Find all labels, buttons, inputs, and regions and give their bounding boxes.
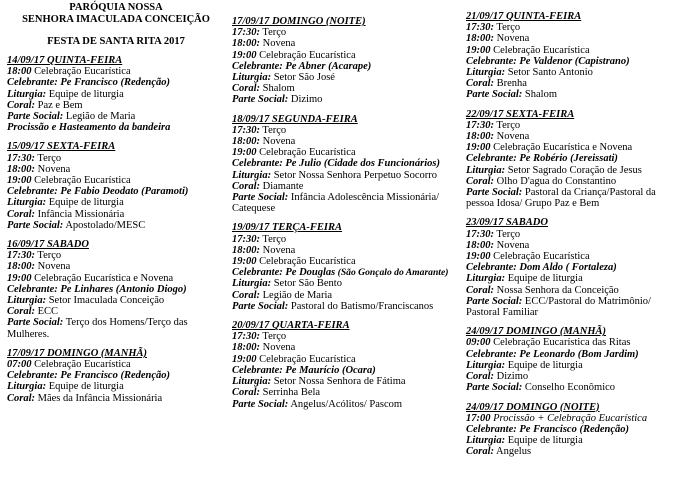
schedule-line: [232, 354, 457, 365]
line-value: Legião de Maria: [63, 111, 136, 123]
line-label: Liturgia:: [7, 88, 47, 100]
schedule-day: [7, 141, 225, 231]
line-label: 19:00: [232, 147, 257, 159]
schedule-line: [232, 170, 457, 181]
line-value: Celebração Eucarística: [256, 256, 356, 268]
schedule-line: [7, 273, 225, 284]
line-label: Parte Social:: [466, 187, 523, 199]
line-label: 18:00:: [232, 38, 260, 50]
schedule-line: [232, 181, 457, 192]
line-label: Coral:: [466, 78, 495, 90]
schedule-line: [466, 424, 680, 435]
column-2: [232, 16, 457, 418]
schedule-line: [7, 175, 225, 186]
line-value: Conselho Econômico: [522, 382, 616, 394]
line-label: Celebrante: Pe Fabio Deodato (Paramoti): [7, 186, 189, 198]
line-label: 17:30:: [232, 27, 260, 39]
schedule-line: [232, 125, 457, 136]
day-heading: 17/09/17 DOMINGO (MANHÃ): [7, 347, 148, 359]
line-value: Celebração Eucarística das Ritas: [490, 337, 631, 349]
line-label: Coral:: [7, 392, 36, 404]
line-value: Novena: [260, 342, 296, 354]
line-label: 18:00:: [466, 33, 494, 45]
line-label: Liturgia:: [7, 381, 47, 393]
festa-title: FESTA DE SANTA RITA 2017: [47, 36, 185, 47]
schedule-day: [466, 402, 680, 458]
schedule-line: [232, 331, 457, 342]
line-label: 18:00:: [7, 261, 35, 273]
schedule-line: [232, 278, 457, 289]
schedule-line: [466, 360, 680, 371]
schedule-line: [466, 296, 680, 318]
schedule-line: [232, 27, 457, 38]
line-value: Angelus: [494, 446, 532, 458]
line-label: Parte Social:: [466, 89, 523, 101]
day-heading: 21/09/17 QUINTA-FEIRA: [466, 11, 582, 22]
line-value: Terço dos Homens/Terço das Mulheres.: [7, 317, 188, 340]
line-label: Liturgia:: [466, 435, 506, 447]
line-value: Equipe de liturgia: [505, 273, 583, 285]
schedule-line: [7, 250, 225, 261]
line-value: Equipe de liturgia: [505, 435, 583, 447]
line-value: Novena: [35, 163, 71, 175]
line-label: 18:00:: [232, 342, 260, 354]
schedule-line: [466, 33, 680, 44]
line-label: Coral:: [466, 371, 495, 383]
line-label: Celebrante: Pe Francisco (Redenção): [7, 370, 171, 382]
line-value: Celebração Eucarística: [31, 359, 131, 371]
schedule-line: [466, 251, 680, 262]
schedule-line: [232, 83, 457, 94]
schedule-line: [232, 72, 457, 83]
schedule-line: [466, 262, 680, 273]
line-value: Paz e Bem: [35, 99, 83, 111]
schedule-line: [232, 399, 457, 410]
line-label: 19:00: [7, 175, 32, 187]
schedule-line: [466, 435, 680, 446]
line-value: Pastoral da Criança/Pastoral da pessoa Idosa/ Grupo Paz e Bem: [466, 187, 656, 210]
line-label: 07:00: [7, 359, 32, 371]
line-label: Parte Social:: [7, 219, 64, 231]
line-label: Celebrante: Pe Valdenor (Capistrano): [466, 55, 630, 67]
schedule-line: [232, 61, 457, 72]
line-label: 17:00: [466, 412, 491, 424]
line-value: Celebração Eucarística: [490, 251, 590, 263]
parish-title-line1: PARÓQUIA NOSSA: [69, 2, 163, 13]
schedule-day: [232, 222, 457, 312]
schedule-line: [466, 446, 680, 457]
line-value: Celebração Eucarística e Novena: [490, 142, 633, 154]
line-label: Celebrante: Pe Maurício (Ocara): [232, 364, 376, 376]
schedule-line: [232, 267, 457, 278]
line-label: Liturgia:: [466, 67, 506, 79]
schedule-day: [466, 109, 680, 210]
line-value: Setor Sagrado Coração de Jesus: [505, 164, 642, 176]
line-value: Dizimo: [288, 94, 323, 106]
schedule-day: [232, 114, 457, 215]
schedule-line: [7, 261, 225, 272]
line-label: 19:00: [7, 272, 32, 284]
line-label: 18:00:: [232, 136, 260, 148]
line-label: Parte Social:: [7, 317, 64, 329]
line-value: Novena: [260, 136, 296, 148]
line-value: Celebração Eucarística: [256, 147, 356, 159]
line-value: Setor Nossa Senhora de Fátima: [271, 376, 406, 388]
line-label: Celebrante: Pe Douglas: [232, 267, 336, 279]
schedule-day: [232, 320, 457, 410]
line-label: 19:00: [466, 44, 491, 56]
schedule-line: [7, 66, 225, 77]
line-value: Equipe de liturgia: [46, 381, 124, 393]
line-label: 19:00: [232, 353, 257, 365]
line-label: 17:30:: [232, 233, 260, 245]
line-value: Terço: [494, 119, 521, 131]
line-label: Coral:: [232, 387, 261, 399]
day-heading: 16/09/17 SABADO: [7, 239, 89, 251]
line-value: Equipe de liturgia: [46, 88, 124, 100]
line-value: Infância Adolescência Missionária/ Catequese: [232, 192, 440, 215]
line-label: Coral:: [232, 289, 261, 301]
schedule-day: [466, 11, 680, 101]
line-value: Celebração Eucarística: [256, 49, 356, 61]
line-value: Olho D'agua do Constantino: [494, 175, 617, 187]
column-1-blocks: [7, 55, 225, 404]
schedule-line: [466, 45, 680, 56]
line-label: Parte Social:: [7, 111, 64, 123]
line-value: Novena: [260, 244, 296, 256]
line-value: Terço: [260, 27, 287, 39]
schedule-line: [466, 337, 680, 348]
schedule-line: [466, 240, 680, 251]
line-label: 18:00:: [466, 239, 494, 251]
schedule-line: [7, 359, 225, 370]
schedule-line: [7, 111, 225, 122]
line-value: Celebração Eucarística: [31, 66, 131, 78]
line-value: Celebração Eucarística: [490, 44, 590, 56]
schedule-line: [7, 370, 225, 381]
line-value: Angelus/Acólitos/ Pascom: [288, 398, 403, 410]
line-value: Terço: [35, 152, 62, 164]
line-label: Liturgia:: [7, 295, 47, 307]
schedule-line: [7, 122, 225, 133]
line-value: Setor Santo Antonio: [505, 67, 593, 79]
line-label: Parte Social:: [232, 192, 289, 204]
schedule-line: [7, 100, 225, 111]
line-value: Setor Nossa Senhora Perpetuo Socorro: [271, 169, 438, 181]
schedule-line: [466, 349, 680, 360]
line-value: Dizimo: [494, 371, 529, 383]
line-label: Liturgia:: [7, 197, 47, 209]
line-label: Coral:: [7, 99, 36, 111]
line-value: Terço: [35, 250, 62, 262]
schedule-line: [7, 197, 225, 208]
day-heading: 14/09/17 QUINTA-FEIRA: [7, 55, 123, 66]
schedule-line: [232, 94, 457, 105]
schedule-line: [466, 120, 680, 131]
line-label: 18:00:: [466, 131, 494, 143]
parish-title-line2: SENHORA IMACULADA CONCEIÇÃO: [22, 13, 210, 25]
schedule-line: [466, 187, 680, 209]
line-label: Parte Social:: [466, 382, 523, 394]
schedule-line: [7, 317, 225, 339]
line-label: 18:00:: [7, 163, 35, 175]
schedule-line: [232, 301, 457, 312]
schedule-line: [466, 176, 680, 187]
schedule-line: [7, 186, 225, 197]
schedule-line: [466, 142, 680, 153]
line-label: 18:00:: [232, 244, 260, 256]
line-value: Celebração Eucarística e Novena: [31, 272, 174, 284]
line-label: Parte Social:: [466, 295, 523, 307]
line-label-extra: (São Gonçalo do Amarante): [335, 267, 449, 279]
schedule-day: [7, 239, 225, 340]
day-heading: 22/09/17 SEXTA-FEIRA: [466, 108, 575, 120]
line-value: Setor São José: [271, 72, 335, 84]
line-value: Legião de Maria: [260, 289, 333, 301]
schedule-line: [466, 413, 680, 424]
column-2-blocks: [232, 16, 457, 410]
line-value: Novena: [35, 261, 71, 273]
line-label: 19:00: [232, 256, 257, 268]
line-label: Coral:: [466, 175, 495, 187]
line-label: Celebrante: Pe Robério (Jereissati): [466, 153, 618, 165]
line-label: Liturgia:: [466, 164, 506, 176]
schedule-day: [466, 326, 680, 393]
schedule-line: [466, 78, 680, 89]
line-label: Coral:: [232, 180, 261, 192]
line-label: Liturgia:: [232, 376, 272, 388]
day-heading: 23/09/17 SABADO: [466, 217, 548, 229]
line-value: Terço: [494, 22, 521, 34]
line-value: Brenha: [494, 78, 527, 90]
schedule-line: [466, 89, 680, 100]
day-heading: 17/09/17 DOMINGO (NOITE): [232, 16, 366, 27]
line-label: Parte Social:: [232, 398, 289, 410]
line-value: ECC: [35, 306, 59, 318]
line-label: Coral:: [232, 83, 261, 95]
column-3-blocks: [466, 11, 680, 458]
schedule-line: [232, 38, 457, 49]
line-label: Celebrante: Pe Leonardo (Bom Jardim): [466, 348, 639, 360]
line-label: 17:30:: [466, 119, 494, 131]
schedule-line: [232, 365, 457, 376]
line-value: Terço: [260, 331, 287, 343]
line-value: Setor São Bento: [271, 278, 342, 290]
schedule-line: [232, 50, 457, 61]
schedule-line: [466, 273, 680, 284]
line-label: Procissão e Hasteamento da bandeira: [7, 122, 171, 134]
line-label: Liturgia:: [232, 278, 272, 290]
line-value: Celebração Eucarística: [256, 353, 356, 365]
line-label: Liturgia:: [466, 359, 506, 371]
schedule-line: [232, 290, 457, 301]
schedule-line: [466, 153, 680, 164]
day-heading: 20/09/17 QUARTA-FEIRA: [232, 320, 350, 332]
schedule-line: [7, 306, 225, 317]
schedule-line: [466, 22, 680, 33]
schedule-day: [7, 348, 225, 404]
schedule-line: [232, 342, 457, 353]
column-1: [7, 0, 225, 412]
schedule-line: [466, 382, 680, 393]
schedule-day: [7, 55, 225, 133]
schedule-line: [466, 371, 680, 382]
schedule-line: [232, 147, 457, 158]
day-heading: 19/09/17 TERÇA-FEIRA: [232, 222, 342, 234]
line-value: Shalom: [260, 83, 295, 95]
schedule-line: [232, 158, 457, 169]
line-label: Coral:: [466, 446, 495, 458]
parish-title: [7, 2, 225, 25]
schedule-line: [7, 381, 225, 392]
line-value: Procissão + Celebração Eucarística: [490, 412, 648, 424]
schedule-line: [466, 67, 680, 78]
day-heading: 24/09/17 DOMINGO (NOITE): [466, 401, 600, 413]
schedule-line: [7, 295, 225, 306]
line-label: 19:00: [466, 251, 491, 263]
line-label: Coral:: [7, 208, 36, 220]
line-label: Celebrante: Dom Aldo ( Fortaleza): [466, 262, 617, 274]
line-value: Pastoral do Batismo/Franciscanos: [288, 300, 434, 312]
line-value: Infância Missionária: [35, 208, 125, 220]
schedule-day: [232, 16, 457, 106]
line-label: 17:30:: [466, 22, 494, 34]
line-label: Celebrante: Pe Francisco (Redenção): [466, 423, 630, 435]
line-value: Serrinha Bela: [260, 387, 321, 399]
line-value: Celebração Eucarística: [31, 175, 131, 187]
line-label: 17:30:: [466, 228, 494, 240]
schedule-line: [7, 220, 225, 231]
line-label: Parte Social:: [232, 300, 289, 312]
schedule-line: [7, 393, 225, 404]
line-label: Coral:: [466, 284, 495, 296]
line-label: 17:30:: [7, 250, 35, 262]
line-value: ECC/Pastoral do Matrimônio/ Pastoral Familiar: [466, 295, 651, 319]
line-value: Novena: [494, 33, 530, 45]
schedule-line: [232, 234, 457, 245]
line-label: Liturgia:: [232, 72, 272, 84]
day-heading: 24/09/17 DOMINGO (MANHÃ): [466, 326, 607, 338]
day-heading: 18/09/17 SEGUNDA-FEIRA: [232, 113, 358, 125]
line-label: 18:00: [7, 66, 32, 78]
line-label: Celebrante: Pe Linhares (Antonio Diogo): [7, 283, 187, 295]
line-value: Equipe de liturgia: [505, 359, 583, 371]
column-3: [466, 11, 680, 466]
schedule-line: [7, 164, 225, 175]
schedule-line: [466, 285, 680, 296]
line-value: Terço: [260, 233, 287, 245]
schedule-line: [232, 136, 457, 147]
line-value: Shalom: [522, 89, 558, 101]
line-value: Setor Imaculada Conceição: [46, 295, 165, 307]
schedule-line: [232, 376, 457, 387]
line-label: 17:30:: [232, 331, 260, 343]
schedule-line: [7, 77, 225, 88]
line-label: Coral:: [7, 306, 36, 318]
day-heading: 15/09/17 SEXTA-FEIRA: [7, 141, 116, 153]
line-value: Nossa Senhora da Conceição: [494, 284, 619, 296]
schedule-line: [466, 131, 680, 142]
line-label: Celebrante: Pe Abner (Acarape): [232, 60, 372, 72]
schedule-line: [466, 165, 680, 176]
line-value: Terço: [260, 124, 287, 136]
schedule-line: [232, 256, 457, 267]
schedule-day: [466, 217, 680, 318]
line-value: Terço: [494, 228, 521, 240]
line-label: 19:00: [466, 142, 491, 154]
line-label: Liturgia:: [232, 169, 272, 181]
line-value: Novena: [494, 131, 530, 143]
line-value: Apostolado/MESC: [63, 219, 146, 231]
line-label: Celebrante: Pe Julio (Cidade dos Funcionários): [232, 158, 440, 170]
line-value: Mães da Infância Missionária: [35, 392, 163, 404]
line-value: Novena: [260, 38, 296, 50]
schedule-line: [7, 209, 225, 220]
schedule-line: [7, 284, 225, 295]
line-label: Liturgia:: [466, 273, 506, 285]
line-value: Diamante: [260, 180, 304, 192]
line-label: 19:00: [232, 49, 257, 61]
line-value: Novena: [494, 239, 530, 251]
line-label: Celebrante: Pe Francisco (Redenção): [7, 77, 171, 89]
schedule-line: [7, 89, 225, 100]
schedule-line: [7, 153, 225, 164]
schedule-line: [466, 229, 680, 240]
line-label: 17:30:: [7, 152, 35, 164]
schedule-line: [232, 387, 457, 398]
line-label: 09:00: [466, 337, 491, 349]
schedule-line: [232, 192, 457, 214]
schedule-line: [232, 245, 457, 256]
line-label: 17:30:: [232, 124, 260, 136]
schedule-line: [466, 56, 680, 67]
line-label: Parte Social:: [232, 94, 289, 106]
line-value: Equipe de liturgia: [46, 197, 124, 209]
